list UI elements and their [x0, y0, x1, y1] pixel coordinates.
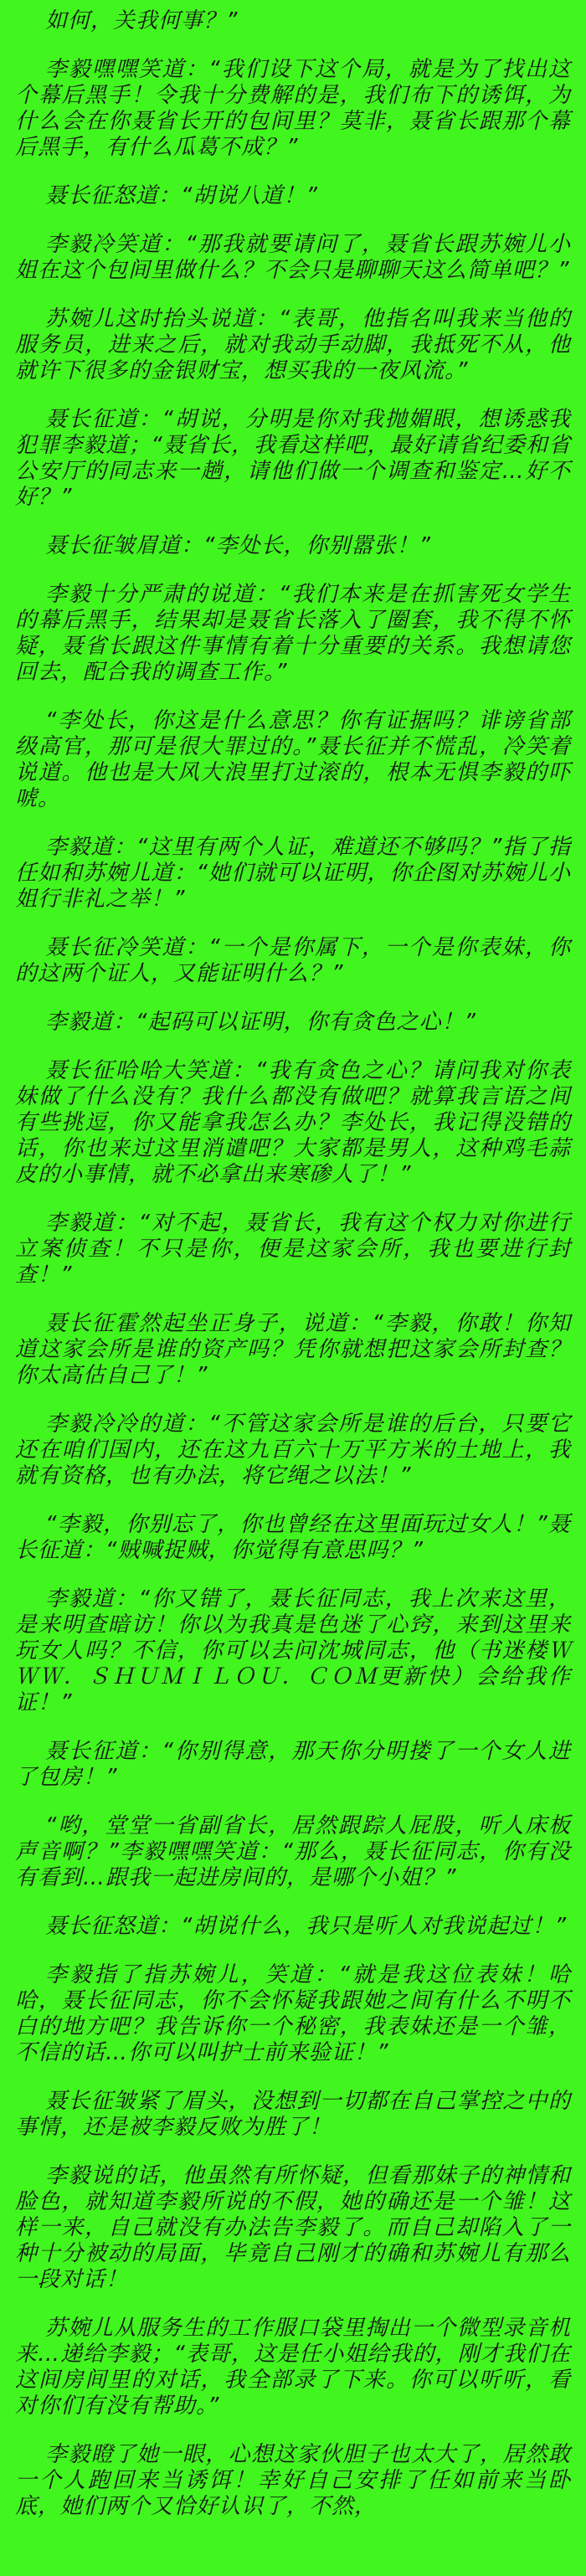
novel-paragraph: 聂长征冷笑道：“一个是你属下，一个是你表妹，你的这两个证人，又能证明什么？” [15, 935, 571, 986]
novel-paragraph: 李毅道：“这里有两个人证，难道还不够吗？”指了指任如和苏婉儿道：“她们就可以证明，你企图对苏婉儿小姐行非礼之举！” [15, 835, 571, 912]
novel-paragraph: 聂长征怒道：“胡说八道！” [45, 183, 318, 208]
novel-paragraph: 聂长征道：“你别得意，那天你分明搂了一个女人进了包房！” [15, 1739, 571, 1790]
novel-paragraph: 李毅冷笑道：“那我就要请问了，聂省长跟苏婉儿小姐在这个包间里做什么？不会只是聊聊天这么简单吧？” [15, 232, 571, 283]
novel-paragraph: 如何，关我何事？” [45, 8, 239, 33]
novel-paragraph: 李毅道：“你又错了，聂长征同志，我上次来这里，是来明查暗访！你以为我真是色迷了心窍，来到这里来玩女人吗？不信，你可以去问沈城同志，他（书迷楼ＷＷＷ．ＳＨＵＭＩＬＯＵ．ＣＯＭ更新快）会给我作证！” [15, 1586, 571, 1715]
novel-paragraph: 李毅十分严肃的说道：“我们本来是在抓害死女学生的幕后黑手，结果却是聂省长落入了圈套，我不得不怀疑，聂省长跟这件事情有着十分重要的关系。我想请您回去，配合我的调查工作。” [15, 582, 571, 685]
novel-paragraph: 李毅嘿嘿笑道：“我们设下这个局，就是为了找出这个幕后黑手！令我十分费解的是，我们布下的诱饵，为什么会在你聂省长开的包间里？莫非，聂省长跟那个幕后黑手，有什么瓜葛不成？” [15, 57, 571, 160]
novel-paragraph: “李处长，你这是什么意思？你有证据吗？诽谤省部级高官，那可是很大罪过的。”聂长征并不慌乱，冷笑着说道。他也是大风大浪里打过滚的，根本无惧李毅的吓唬。 [15, 708, 571, 811]
novel-paragraph: 聂长征道：“胡说，分明是你对我抛媚眼，想诱惑我犯罪李毅道；“聂省长，我看这样吧，最好请省纪委和省公安厅的同志来一趟，请他们做一个调查和鉴定…好不好？” [15, 407, 571, 510]
novel-paragraph: 聂长征哈哈大笑道：“我有贪色之心？请问我对你表妹做了什么没有？我什么都没有做吧？就算我言语之间有些挑逗，你又能拿我怎么办？李处长，我记得没错的话，你也来过这里消谴吧？大家都是男人，这种鸡毛蒜皮的小事情，就不必拿出来寒碜人了！” [15, 1058, 571, 1187]
novel-paragraph: 李毅说的话，他虽然有所怀疑，但看那妹子的神情和脸色，就知道李毅所说的不假，她的确还是一个雏！这样一来，自己就没有办法告李毅了。而自己却陷入了一种十分被动的局面，毕竟自己刚才的确和苏婉儿有那么一段对话！ [15, 2163, 571, 2292]
novel-paragraph: 苏婉儿这时抬头说道：“表哥，他指名叫我来当他的服务员，进来之后，就对我动手动脚，我抵死不从，他就许下很多的金银财宝，想买我的一夜风流。” [15, 306, 571, 383]
novel-paragraph: 李毅瞪了她一眼，心想这家伙胆子也太大了，居然敢一个人跑回来当诱饵！幸好自己安排了任如前来当卧底，她们两个又恰好认识了，不然， [15, 2442, 571, 2519]
novel-paragraph: 李毅道：“对不起，聂省长，我有这个权力对你进行立案侦查！不只是你，便是这家会所，我也要进行封查！” [15, 1211, 571, 1288]
novel-paragraph: 聂长征皱眉道：“李处长，你别嚣张！” [45, 533, 431, 558]
novel-paragraph: 聂长征怒道：“胡说什么，我只是听人对我说起过！” [45, 1914, 567, 1939]
novel-paragraph: “李毅，你别忘了，你也曾经在这里面玩过女人！”聂长征道：“贼喊捉贼，你觉得有意思吗？” [15, 1512, 571, 1563]
novel-paragraph: 聂长征皱紧了眉头，没想到一切都在自己掌控之中的事情，还是被李毅反败为胜了！ [15, 2089, 571, 2140]
novel-paragraph: “哟，堂堂一省副省长，居然跟踪人屁股，听人床板声音啊？”李毅嘿嘿笑道：“那么，聂长征同志，你有没有看到…跟我一起进房间的，是哪个小姐？” [15, 1813, 571, 1890]
novel-paragraph: 聂长征霍然起坐正身子，说道：“李毅，你敢！你知道这家会所是谁的资产吗？凭你就想把这家会所封查？你太高估自己了！” [15, 1311, 571, 1388]
novel-paragraph: 李毅指了指苏婉儿，笑道：“就是我这位表妹！哈哈，聂长征同志，你不会怀疑我跟她之间有什么不明不白的地方吧？我告诉你一个秘密，我表妹还是一个雏，不信的话…你可以叫护士前来验证！” [15, 1962, 571, 2065]
novel-paragraph: 李毅道：“起码可以证明，你有贪色之心！” [45, 1010, 476, 1035]
novel-paragraph: 李毅冷冷的道：“不管这家会所是谁的后台，只要它还在咱们国内，还在这九百六十万平方米的土地上，我就有资格，也有办法，将它绳之以法！” [15, 1411, 571, 1489]
novel-paragraph: 苏婉儿从服务生的工作服口袋里掏出一个微型录音机来…递给李毅；“表哥，这是任小姐给我的，刚才我们在这间房间里的对话，我全部录了下来。你可以听听，看对你们有没有帮助。” [15, 2316, 571, 2419]
